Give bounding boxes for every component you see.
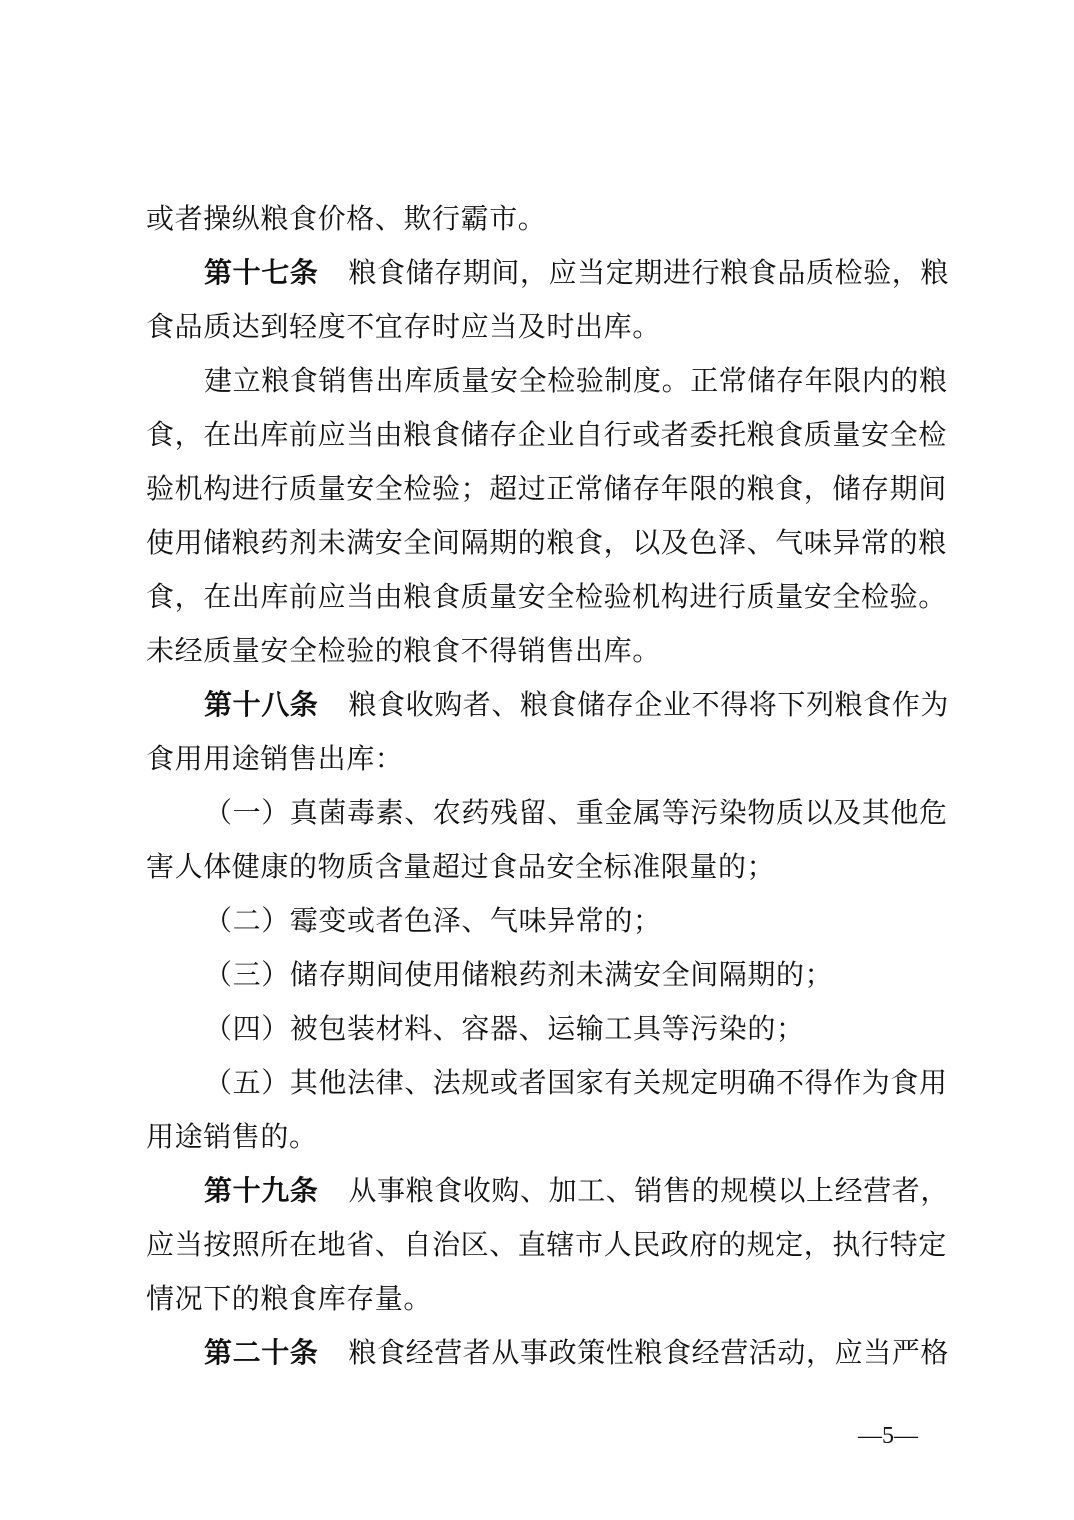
article-text: 粮食储存期间，应当定期进行粮食品质检验，粮 (348, 256, 950, 289)
text-line: 食，在出库前应当由粮食质量安全检验机构进行质量安全检验。 (146, 580, 947, 613)
article-text: 粮食收购者、粮食储存企业不得将下列粮食作为 (348, 688, 950, 721)
text-line: 食品质达到轻度不宜存时应当及时出库。 (146, 310, 661, 343)
text-line: 用途销售的。 (146, 1120, 318, 1153)
text-line: 未经质量安全检验的粮食不得销售出库。 (146, 634, 661, 667)
article-19-line (146, 1164, 950, 1218)
text-line: 应当按照所在地省、自治区、直辖市人民政府的规定，执行特定 (146, 1228, 947, 1261)
article-17-line (146, 246, 950, 300)
text-line: 食，在出库前应当由粮食储存企业自行或者委托粮食质量安全检 (146, 418, 947, 451)
list-item: （三）储存期间使用储粮药剂未满安全间隔期的； (204, 958, 834, 991)
text-line: 或者操纵粮食价格、欺行霸市。 (146, 202, 547, 235)
article-heading: 第二十条 (204, 1336, 319, 1369)
page-number: —5— (858, 1423, 918, 1449)
article-18-line (146, 678, 950, 732)
text-line: 食用用途销售出库： (146, 742, 404, 775)
text-line: 情况下的粮食库存量。 (146, 1282, 433, 1315)
list-item: （二）霉变或者色泽、气味异常的； (204, 904, 662, 937)
body-text (146, 192, 950, 1380)
list-item: （一）真菌毒素、农药残留、重金属等污染物质以及其他危 (204, 796, 948, 829)
article-text: 从事粮食收购、加工、销售的规模以上经营者， (348, 1174, 950, 1207)
paragraph-start: 建立粮食销售出库质量安全检验制度。正常储存年限内的粮 (204, 364, 948, 397)
article-20-line (146, 1326, 950, 1380)
article-heading: 第十九条 (204, 1174, 319, 1207)
article-heading: 第十七条 (204, 256, 319, 289)
text-line: 使用储粮药剂未满安全间隔期的粮食，以及色泽、气味异常的粮 (146, 526, 947, 559)
list-item: （四）被包装材料、容器、运输工具等污染的； (204, 1012, 805, 1045)
text-line: 害人体健康的物质含量超过食品安全标准限量的； (146, 850, 776, 883)
text-line: 验机构进行质量安全检验；超过正常储存年限的粮食，储存期间 (146, 472, 947, 505)
list-item: （五）其他法律、法规或者国家有关规定明确不得作为食用 (204, 1066, 948, 1099)
article-text: 粮食经营者从事政策性粮食经营活动，应当严格 (348, 1336, 950, 1369)
article-heading: 第十八条 (204, 688, 319, 721)
